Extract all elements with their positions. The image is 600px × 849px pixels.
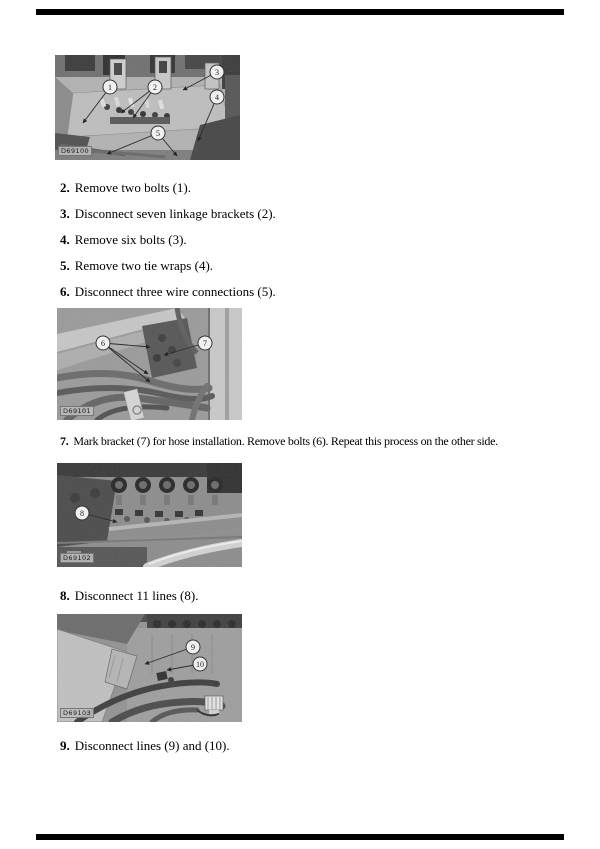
svg-text:7: 7	[203, 338, 207, 348]
photo-grain	[57, 614, 242, 722]
step-3	[60, 206, 276, 221]
step-7-number: 7.	[60, 434, 69, 448]
svg-text:1: 1	[108, 82, 112, 92]
step-5	[60, 258, 213, 273]
step-3-text: Disconnect seven linkage brackets (2).	[74, 206, 276, 221]
page-bottom-rule	[36, 834, 564, 840]
svg-text:4: 4	[215, 92, 219, 102]
photo-id-label: D69102	[60, 553, 94, 563]
step-4-number: 4.	[60, 232, 70, 247]
figure-4-artwork	[57, 614, 242, 722]
svg-text:10: 10	[196, 659, 204, 669]
figure-3-artwork	[57, 463, 242, 567]
figure-photo-1	[55, 55, 240, 160]
step-4	[60, 232, 187, 247]
step-9-text: Disconnect lines (9) and (10).	[74, 738, 230, 753]
figure-2-artwork	[57, 308, 242, 420]
svg-text:3: 3	[215, 67, 219, 77]
step-2-text: Remove two bolts (1).	[74, 180, 192, 195]
svg-text:6: 6	[101, 338, 105, 348]
step-8-text: Disconnect 11 lines (8).	[74, 588, 199, 603]
photo-grain	[57, 308, 242, 420]
step-4-text: Remove six bolts (3).	[74, 232, 187, 247]
photo-id-label: D69100	[58, 146, 92, 156]
figure-photo-2	[57, 308, 242, 420]
photo-id-label: D69103	[60, 708, 94, 718]
step-8-number: 8.	[60, 588, 70, 603]
step-3-number: 3.	[60, 206, 70, 221]
step-5-number: 5.	[60, 258, 70, 273]
step-2	[60, 180, 191, 195]
svg-text:9: 9	[191, 642, 195, 652]
step-6-number: 6.	[60, 284, 70, 299]
svg-text:2: 2	[153, 82, 157, 92]
svg-text:5: 5	[156, 128, 160, 138]
photo-grain	[57, 463, 242, 567]
step-6	[60, 284, 276, 299]
step-8	[60, 588, 198, 603]
figure-photo-3	[57, 463, 242, 567]
svg-text:8: 8	[80, 508, 84, 518]
step-7-text: Mark bracket (7) for hose installation. Remove bolts (6). Repeat this process on the other side.	[73, 434, 498, 448]
photo-grain	[55, 55, 240, 160]
figure-1-artwork	[55, 55, 240, 160]
page-top-rule	[36, 9, 564, 15]
photo-id-label: D69101	[60, 406, 94, 416]
step-5-text: Remove two tie wraps (4).	[74, 258, 214, 273]
step-2-number: 2.	[60, 180, 70, 195]
step-7	[60, 434, 498, 449]
step-9-number: 9.	[60, 738, 70, 753]
figure-photo-4	[57, 614, 242, 722]
step-6-text: Disconnect three wire connections (5).	[74, 284, 276, 299]
step-9	[60, 738, 230, 753]
